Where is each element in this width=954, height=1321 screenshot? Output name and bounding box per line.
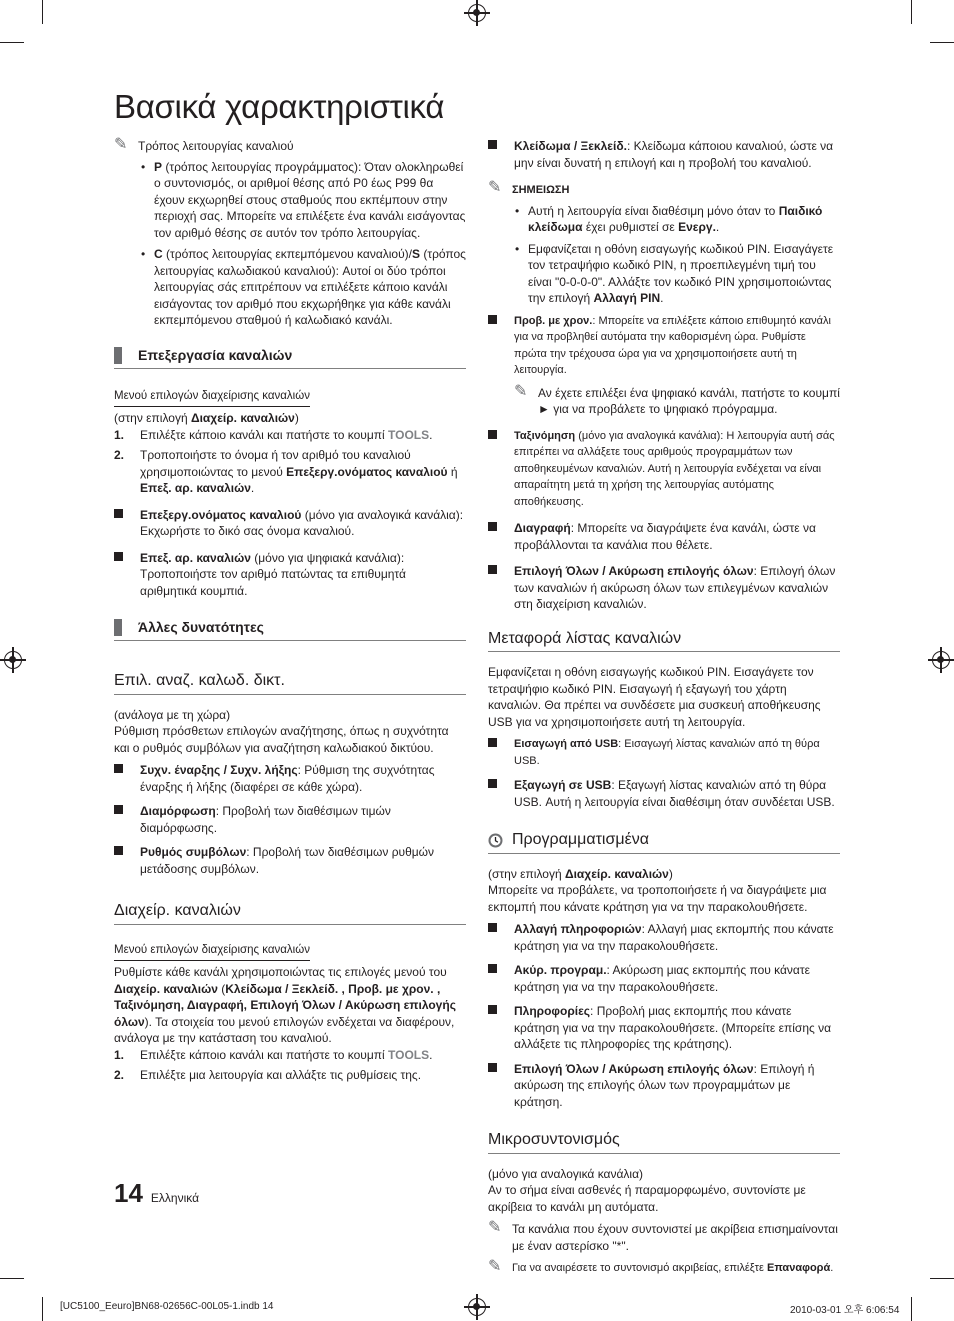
- fine-tune-note-1: ✎ Τα κανάλια που έχουν συντονιστεί με ακρίβεια επισημαίνονται με έναν αστερίσκο "*".: [488, 1219, 838, 1253]
- registration-mark-icon: [4, 651, 22, 669]
- page-title: Βασικά χαρακτηριστικά: [114, 88, 445, 125]
- registration-mark-icon: [468, 4, 486, 22]
- square-bullet-icon: [114, 846, 123, 855]
- source-line: (στην επιλογή Διαχείρ. καναλιών): [114, 411, 299, 425]
- square-bullet-icon: [488, 565, 497, 574]
- cable-desc: Ρύθμιση πρόσθετων επιλογών αναζήτησης, όπως η συχνότητα και ο ρυθμός συμβόλων για αναζήτηση καλωδιακού δικτύου.: [114, 724, 449, 755]
- square-bullet-icon: [488, 430, 497, 439]
- heading-scheduled: Προγραμματισμένα: [488, 832, 840, 854]
- select-all-item: Επιλογή Όλων / Ακύρωση επιλογής όλων: Επιλογή όλων των καναλιών ή ακύρωση όλων των επιλεγμένων καναλιών στη διαχείριση καναλιών.: [488, 563, 840, 613]
- bullet-dot-icon: •: [141, 159, 146, 174]
- lock-item: Κλείδωμα / Ξεκλείδ.: Κλείδωμα κάποιου καναλιού, ώστε να μην είναι δυνατή η επιλογή και η προβολή του καναλιού.: [488, 138, 840, 171]
- registration-mark-icon: [932, 651, 950, 669]
- crop-mark: [911, 0, 912, 24]
- square-bullet-icon: [488, 522, 497, 531]
- freq-item: Συχν. έναρξης / Συχν. λήξης: Ρύθμιση της συχνότητας έναρξης ή λήξης (διαφέρει σε κάθε χώρα).: [114, 762, 466, 795]
- modulation-item: Διαμόρφωση: Προβολή των διαθέσιμων τιμών διαμόρφωσης.: [114, 803, 466, 836]
- heading-fine-tune: Μικροσυντονισμός: [488, 1132, 840, 1154]
- crop-mark: [930, 42, 954, 43]
- pencil-note-icon: ✎: [514, 382, 528, 400]
- square-bullet-icon: [488, 738, 497, 747]
- change-info-item: Αλλαγή πληροφοριών: Αλλαγή μιας εκπομπής που κάνατε κράτηση για να την παρακολουθήσετε.: [488, 921, 840, 954]
- mode-c-item: • C (τρόπος λειτουργίας εκπεμπόμενου καναλιού)/S (τρόπος λειτουργίας καλωδιακού καναλιού): Αυτοί οι δύο τρόποι λειτουργίας σάς επιτρέπουν να επιλέξετε κάποιο κανάλι εισάγοντας τον αριθμό που εκχωρήθηκε για κάθε κανάλι εκπεμπόμενου σταθμού ή καλωδιακό κανάλι.: [141, 247, 466, 327]
- square-bullet-icon: [488, 964, 497, 973]
- crop-mark: [930, 1278, 954, 1279]
- square-bullet-icon: [488, 140, 497, 149]
- note-header: ✎ ΣΗΜΕΙΩΣΗ: [488, 179, 570, 196]
- step-1: 1. Επιλέξτε κάποιο κανάλι και πατήστε το κουμπί TOOLS.: [114, 1047, 433, 1062]
- square-bullet-icon: [488, 1005, 497, 1014]
- bullet-dot-icon: •: [515, 241, 520, 256]
- country-note: (ανάλογα με τη χώρα): [114, 707, 231, 722]
- step-2: 2. Επιλέξτε μια λειτουργία και αλλάξτε τις ρυθμίσεις της.: [114, 1068, 422, 1082]
- print-date: 2010-03-01 오후 6:06:54: [790, 1305, 900, 1316]
- step-1: 1. Επιλέξτε κάποιο κανάλι και πατήστε το κουμπί TOOLS.: [114, 427, 433, 442]
- transfer-desc: Εμφανίζεται η οθόνη εισαγωγής κωδικού PIN. Εισαγάγετε τον τετραψήφιο κωδικό PIN. Εισαγωγή ή εξαγωγή του χάρτη καναλιών. Θα πρέπει να συνδέσετε μια συσκευή αποθήκευσης USB για να χρησιμοποιήσετε αυτή τη λειτουργία.: [488, 665, 821, 729]
- square-bullet-icon: [488, 923, 497, 932]
- edit-name-item: Επεξεργ.ονόματος καναλιού (μόνο για αναλογικά κανάλια): Εκχωρήστε το δικό σας όνομα καναλιού.: [114, 507, 466, 540]
- bullet-dot-icon: •: [141, 247, 146, 261]
- right-column: [488, 138, 840, 1281]
- step-2: 2. Τροποποιήστε το όνομα ή τον αριθμό του καναλιού χρησιμοποιώντας το μενού Επεξεργ.ονόματος καναλιού ή Επεξ. αρ. καναλιών.: [114, 448, 458, 495]
- symbol-rate-item: Ρυθμός συμβόλων: Προβολή των διαθέσιμων ρυθμών μετάδοσης συμβόλων.: [114, 844, 466, 877]
- section-bar: [114, 619, 122, 636]
- page-number: 14: [114, 1178, 143, 1208]
- crop-mark: [0, 42, 24, 43]
- section-edit-channel: Επεξεργασία καναλιών: [114, 347, 466, 369]
- edit-number-item: Επεξ. αρ. καναλιών (μόνο για ψηφιακά κανάλια): Τροποποιήστε τον αριθμό πατώντας τα επιθυμητά αριθμητικά κουμπιά.: [114, 550, 466, 600]
- crop-mark: [42, 0, 43, 24]
- heading-channel-transfer: Μεταφορά λίστας καναλιών: [488, 631, 840, 653]
- crop-mark: [0, 1278, 24, 1279]
- manager-desc: Ρυθμίστε κάθε κανάλι χρησιμοποιώντας τις επιλογές μενού του Διαχείρ. καναλιών (Κλείδωμα / Ξεκλείδ. , Προβ. με χρον. , Ταξινόμηση, Διαγραφή, Επιλογή Όλων / Ακύρωση επιλογής όλων). Τα στοιχεία του μενού επιλογών ενδέχεται να διαφέρουν, ανάλογα με την κατάσταση του καναλιού.: [114, 965, 456, 1045]
- square-bullet-icon: [488, 1063, 497, 1072]
- scheduled-desc: Μπορείτε να προβάλετε, να τροποποιήσετε ή να διαγράψετε μια εκπομπή που κάνατε κράτηση για να την παρακολουθήσετε.: [488, 883, 827, 914]
- square-bullet-icon: [114, 805, 123, 814]
- pencil-note-icon: ✎: [488, 179, 502, 196]
- page-footer: [114, 1178, 199, 1209]
- delete-item: Διαγραφή: Μπορείτε να διαγράψετε ένα κανάλι, ώστε να προβάλλονται τα κανάλια που θέλετε.: [488, 520, 840, 553]
- pencil-note-icon: ✎: [488, 1258, 502, 1275]
- square-bullet-icon: [114, 509, 123, 518]
- pencil-note-icon: ✎: [114, 136, 128, 153]
- information-item: Πληροφορίες: Προβολή μιας εκπομπής που κάνατε κράτηση για να την παρακολουθήσετε. (Μπορείτε επίσης να αλλάξετε τις πληροφορίες της κράτησης).: [488, 1003, 840, 1053]
- square-bullet-icon: [488, 779, 497, 788]
- mode-p-item: • P (τρόπος λειτουργίας προγράμματος): Όταν ολοκληρωθεί ο συντονισμός, οι αριθμοί θέσης από P0 έως P99 θα έχουν εκχωρηθεί στους σταθμούς που εκπέμπουν στην περιοχή σας. Μπορείτε να επιλέξετε ένα κανάλι εισάγοντας τον αριθμό θέσης σε αυτόν τον τρόπο λειτουργίας.: [141, 159, 466, 240]
- source-line: (στην επιλογή Διαχείρ. καναλιών): [488, 866, 673, 881]
- fine-tune-note-2: ✎ Για να αναιρέσετε το συντονισμό ακριβείας, επιλέξτε Επαναφορά.: [488, 1258, 834, 1275]
- bullet-dot-icon: •: [515, 203, 520, 218]
- fine-tune-desc: Αν το σήμα είναι ασθενές ή παραμορφωμένο, συντονίστε με ακρίβεια το κανάλι μη αυτόματα.: [488, 1183, 806, 1214]
- section-bar: [114, 347, 122, 364]
- channel-mode-note: ✎ Τρόπος λειτουργίας καναλιού: [114, 136, 294, 153]
- cancel-schedule-item: Ακύρ. προγραμ.: Ακύρωση μιας εκπομπής που κάνατε κράτηση για να την παρακολουθήσετε.: [488, 962, 840, 995]
- menu-header: Μενού επιλογών διαχείρισης καναλιών: [114, 388, 310, 408]
- import-usb-item: Εισαγωγή από USB: Εισαγωγή λίστας καναλιών από τη θύρα USB.: [488, 736, 840, 769]
- square-bullet-icon: [488, 315, 497, 324]
- export-usb-item: Εξαγωγή σε USB: Εξαγωγή λίστας καναλιών από τη θύρα USB. Αυτή η λειτουργία είναι διαθέσιμη όταν συνδέεται USB.: [488, 777, 840, 810]
- heading-channel-manager: Διαχείρ. καναλιών: [114, 903, 466, 925]
- registration-mark-icon: [468, 1298, 486, 1316]
- pencil-note-icon: ✎: [488, 1219, 502, 1236]
- note-bullet-2: • Εμφανίζεται η οθόνη εισαγωγής κωδικού PIN. Εισαγάγετε τον τετραψήφιο κωδικό PIN, η προεπιλεγμένη τιμή του είναι "0-0-0-0". Αλλάξτε τον κωδικό PIN χρησιμοποιώντας την επιλογή Αλλαγή PIN.: [515, 241, 834, 305]
- timer-note: ✎ Αν έχετε επιλέξει ένα ψηφιακό κανάλι, πατήστε το κουμπί ► για να προβάλετε το ψηφιακό πρόγραμμα.: [514, 382, 840, 416]
- square-bullet-icon: [114, 764, 123, 773]
- section-other-features: Άλλες δυνατότητες: [114, 619, 466, 641]
- sort-item: Ταξινόμηση (μόνο για αναλογικά κανάλια): Η λειτουργία αυτή σάς επιτρέπει να αλλάξετε τους αριθμούς προγραμμάτων των αποθηκευμένων καναλιών. Αυτή η λειτουργία ενδέχεται να είναι απαραίτητη μετά τη χρήση της λειτουργίας αυτόματης αποθήκευσης.: [488, 428, 840, 511]
- print-file-info: [UC5100_Eeuro]BN68-02656C-00L05-1.indb 14: [60, 1301, 274, 1312]
- footer-language: Ελληνικά: [150, 1191, 200, 1205]
- square-bullet-icon: [114, 552, 123, 561]
- analog-note: (μόνο για αναλογικά κανάλια): [488, 1166, 644, 1181]
- clock-icon: [488, 833, 503, 848]
- select-all-scheduled-item: Επιλογή Όλων / Ακύρωση επιλογής όλων: Επιλογή ή ακύρωση της επιλογής όλων των προγραμμάτων με κράτηση.: [488, 1061, 840, 1111]
- crop-mark: [42, 1297, 43, 1321]
- crop-mark: [911, 1297, 912, 1321]
- menu-header: Μενού επιλογών διαχείρισης καναλιών: [114, 942, 310, 962]
- left-column: [114, 138, 466, 1088]
- note-bullet-1: • Αυτή η λειτουργία είναι διαθέσιμη μόνο όταν το Παιδικό κλείδωμα έχει ρυθμιστεί σε Ενεργ..: [515, 203, 823, 234]
- timer-view-item: Προβ. με χρον.: Μπορείτε να επιλέξετε κάποιο επιθυμητό κανάλι για να προβληθεί αυτόματα την καθορισμένη ώρα. Ρυθμίστε πρώτα την τρέχουσα ώρα για να χρησιμοποιήσετε αυτή τη λειτουργία.: [488, 313, 840, 379]
- heading-cable-search: Επιλ. αναζ. καλωδ. δικτ.: [114, 673, 466, 695]
